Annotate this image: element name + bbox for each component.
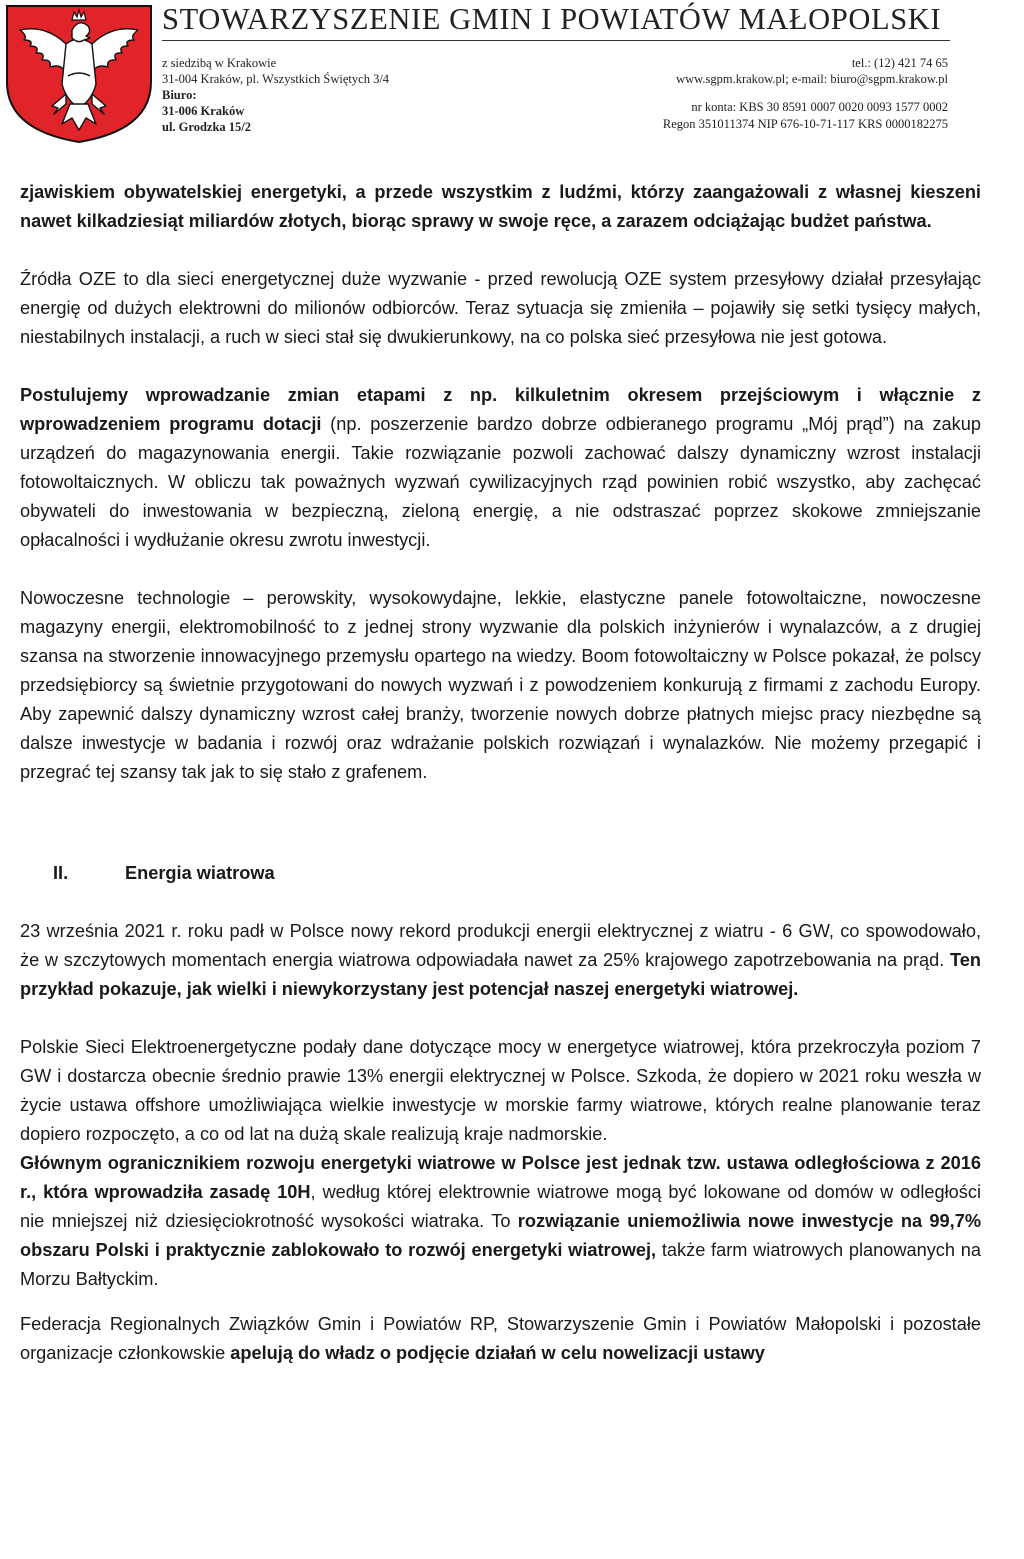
- paragraph-5-bold: Ten przykład pokazuje, jak wielki i niewykorzystany jest potencjał naszej energetyki wiatrowej.: [20, 950, 981, 999]
- paragraph-5-text: 23 września 2021 r. roku padł w Polsce nowy rekord produkcji energii elektrycznej z wiatru - 6 GW, co spowodowało, że w szczytowych momentach energia wiatrowa odpowiadała nawet za 25% krajowego zapotrzebowania na prąd.: [20, 921, 981, 970]
- paragraph-1: zjawiskiem obywatelskiej energetyki, a przede wszystkim z ludźmi, którzy zaangażowali z własnej kieszeni nawet kilkadziesiąt miliardów złotych, biorąc sprawy w swoje ręce, a zarazem odciążając budżet państwa.: [20, 182, 981, 231]
- org-seat: z siedzibą w Krakowie: [162, 56, 277, 70]
- paragraph-5: [20, 917, 981, 1004]
- header-rule: [162, 40, 950, 41]
- coat-of-arms-eagle-icon: [4, 4, 154, 144]
- paragraph-6: Polskie Sieci Elektroenergetyczne podały dane dotyczące mocy w energetyce wiatrowej, która przekroczyła poziom 7 GW i dostarcza obecnie średnio prawie 13% energii elektrycznej w Polsce. Szkoda, że dopiero w 2021 roku weszła w życie ustawa offshore umożliwiająca wielkie inwestycje w morskie farmy wiatrowe, których realne planowanie teraz dopiero rozpoczęto, a co od lat na dużą skale realizują kraje nadmorskie.: [20, 1037, 981, 1144]
- section-title: Energia wiatrowa: [125, 863, 275, 883]
- office-street: ul. Grodzka 15/2: [162, 120, 252, 134]
- paragraph-7-bold-1: Głównym ogranicznikiem rozwoju energetyki wiatrowe w Polsce jest jednak tzw. ustawa odległościowa z 2016 r., która wprowadziła zasadę 10H: [20, 1153, 981, 1202]
- org-web-email: www.sgpm.krakow.pl; e-mail: biuro@sgpm.krakow.pl: [676, 72, 948, 86]
- document-body: [20, 178, 981, 1368]
- paragraph-7-bold-2: rozwiązanie uniemożliwia nowe inwestycje na 99,7% obszaru Polski i praktycznie zablokowało to rozwój energetyki wiatrowej,: [20, 1211, 981, 1260]
- paragraph-3: [20, 381, 981, 555]
- paragraph-7: [20, 1149, 981, 1294]
- section-heading: [20, 859, 981, 888]
- paragraph-8-bold: apelują do władz o podjęcie działań w celu nowelizacji ustawy: [230, 1343, 765, 1363]
- letterhead: [0, 0, 1024, 140]
- paragraph-4: Nowoczesne technologie – perowskity, wysokowydajne, lekkie, elastyczne panele fotowoltaiczne, nowoczesne magazyny energii, elektromobilność to z jednej strony wyzwanie dla polskich inżynierów i wynalazców, a z drugiej szansa na stworzenie innowacyjnego przemysłu opartego na wiedzy. Boom fotowoltaiczny w Polsce pokazał, że polscy przedsiębiorcy są świetnie przygotowani do nowych wyzwań i z powodzeniem konkurują z firmami z zachodu Europy. Aby zapewnić dalszy dynamiczny wzrost całej branży, tworzenie nowych dobrze płatnych miejsc pracy niezbędne są dalsze inwestycje w badania i rozwój oraz wdrażanie polskich rozwiązań i wynalazków. Nie możemy przegapić i przegrać tej szansy tak jak to się stało z grafenem.: [20, 588, 981, 782]
- paragraph-7-text-2: także farm wiatrowych planowanych na Morzu Bałtyckim.: [20, 1240, 981, 1289]
- paragraph-8-text: Federacja Regionalnych Związków Gmin i Powiatów RP, Stowarzyszenie Gmin i Powiatów Małopolski i pozostałe organizacje członkowskie: [20, 1314, 981, 1363]
- office-label: Biuro:: [162, 88, 197, 102]
- org-address: 31-004 Kraków, pl. Wszystkich Świętych 3/4: [162, 72, 390, 86]
- paragraph-2: Źródła OZE to dla sieci energetycznej duże wyzwanie - przed rewolucją OZE system przesyłowy działał przesyłając energię od dużych elektrowni do milionów odbiorców. Teraz sytuacja się zmieniła – pojawiły się setki tysięcy małych, niestabilnych instalacji, a ruch w sieci stał się dwukierunkowy, na co polska sieć przesyłowa nie jest gotowa.: [20, 269, 981, 347]
- org-name: STOWARZYSZENIE GMIN I POWIATÓW MAŁOPOLSKI: [162, 2, 942, 36]
- paragraph-3-text: (np. poszerzenie bardzo dobrze odbieranego programu „Mój prąd”) na zakup urządzeń do magazynowania energii. Takie rozwiązanie pozwoli zachować dalszy dynamiczny wzrost instalacji fotowoltaicznych. W obliczu tak poważnych wyzwań cywilizacyjnych rząd powinien robić wszystko, aby zachęcać obywateli do inwestowania w bezpieczną, zieloną energię, a nie odstraszać poprzez skokowe zmniejszanie opłacalności i wydłużanie okresu zwrotu inwestycji.: [20, 414, 981, 550]
- org-registry-numbers: Regon 351011374 NIP 676-10-71-117 KRS 0000182275: [662, 117, 948, 131]
- org-phone: tel.: (12) 421 74 65: [851, 56, 948, 70]
- paragraph-7-text-1: , według której elektrownie wiatrowe mogą być lokowane od domów w odległości nie mniejszej niż dziesięciokrotność wysokości wiatraka. To: [20, 1182, 981, 1231]
- section-number: II.: [53, 863, 69, 883]
- paragraph-8: [20, 1310, 981, 1368]
- office-city: 31-006 Kraków: [162, 104, 245, 118]
- org-bank-account: nr konta: KBS 30 8591 0007 0020 0093 1577 0002: [691, 100, 948, 114]
- paragraph-3-bold: Postulujemy wprowadzanie zmian etapami z np. kilkuletnim okresem przejściowym i włącznie z wprowadzeniem programu dotacji: [20, 385, 981, 434]
